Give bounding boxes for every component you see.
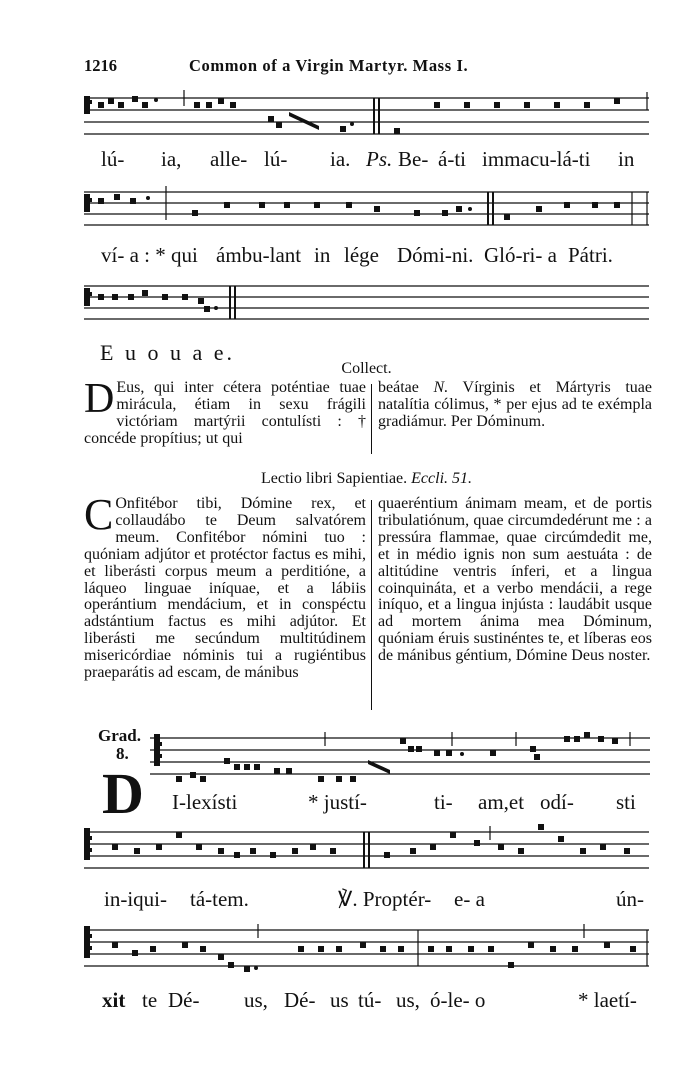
syllable: in [618, 147, 635, 171]
syllable: lú- [101, 147, 125, 171]
syllable: ó-le- o [430, 988, 486, 1012]
syllable: tú- [358, 988, 382, 1012]
collect-left-text: Eus, qui inter cétera poténtiae tuae mirácula, étiam in sexu frágili victóriam martýrii contulísti : † concéde propítius; ut qui [84, 379, 366, 447]
syllable: lége [344, 243, 379, 267]
lectio-title-text: Lectio libri Sapientiae. [260, 470, 408, 487]
lectio-title [84, 470, 649, 488]
gradual-lyrics-3 [84, 988, 649, 1014]
syllable: á-ti [438, 147, 466, 171]
page-header [84, 56, 644, 78]
collect-right-text: beátae N. Vírginis et Mártyris tuae natalítia cólimus, * per ejus ad te exémpla gradiámur. Per Dóminum. [378, 379, 652, 430]
gradual-mode: 8. [116, 744, 129, 763]
syllable: I-lexísti [172, 790, 238, 814]
syllable: us, [244, 988, 268, 1012]
syllable: odí- [540, 790, 574, 814]
staff-lines-2 [84, 184, 649, 234]
column-divider [371, 384, 372, 454]
psalm-marker: Ps. [366, 147, 393, 171]
versicle-marker: ℣. Proptér- [338, 887, 432, 911]
staff-lines-1 [84, 88, 649, 144]
lectio-reference: Eccli. 51. [411, 470, 473, 487]
syllable: sti [616, 790, 636, 814]
syllable: ví- a : * qui [101, 243, 198, 267]
syllable: * laetí- [578, 988, 637, 1012]
gradual-staff-lines-1 [150, 724, 650, 794]
collect-dropcap: D [84, 376, 115, 422]
syllable: ún- [616, 887, 644, 911]
staff-lines-3 [84, 282, 649, 328]
syllable: Pátri. [568, 243, 613, 267]
syllable: Be- [398, 147, 429, 171]
syllable: in [314, 243, 331, 267]
syllable: tá-tem. [190, 887, 249, 911]
syllable: Gló-ri- a [484, 243, 557, 267]
syllable: Dómi-ni. [397, 243, 474, 267]
collect-left-column [84, 376, 366, 448]
syllable: alle- [210, 147, 248, 171]
gradual-lyrics-2 [84, 887, 649, 913]
lectio-right-text: quaeréntium ánimam meam, et de portis tribulatiónum, quae circumdedérunt me : a pressúra flammae, quae circúmdedit me, et in médio ignis non sum aestuáta : de altitúdine ventris ínferi, et a lingua coinquináta, et a verbo mendácii, a rege iníquo, et a lingua injústa : laudábit usque ad mortem ánima mea Dóminum, quóniam éruis sustinéntes te, et líberas eos de mánibus géntium, Dómine Deus noster. [378, 495, 652, 665]
collect-right-column [378, 380, 652, 431]
page-title: Common of a Virgin Martyr. Mass I. [189, 56, 469, 75]
lectio-left-column [84, 490, 366, 682]
gradual-staff-2 [84, 820, 649, 880]
lectio-left-text: Onfitébor tibi, Dómine rex, et collaudábo te Deum salvatórem meum. Confitébor nómini tuo : quóniam adjútor et protéctor factus es mihi, et liberásti corpus meum a perditióne, a láqueo linguae iníquae, et a lábiis operántium mendácium, et in conspéctu adstántium factus es mihi adjútor. Et liberásti me secúndum multitúdinem misericórdiae nóminis tui a rugiéntibus praeparátis ad escam, de mánibus [84, 495, 366, 682]
syllable: e- a [454, 887, 485, 911]
lectio-dropcap: C [84, 490, 114, 539]
collect-title: Collect. [341, 360, 392, 377]
syllable: in-iqui- [104, 887, 167, 911]
gradual-staff-lines-3 [84, 916, 649, 980]
gradual-label-text: Grad. [98, 726, 141, 745]
syllable: xit [102, 988, 126, 1012]
syllable: am,et [478, 790, 525, 814]
chant-staff-2 [84, 184, 649, 234]
gradual-label [98, 727, 141, 763]
gradual-staff-3 [84, 916, 649, 980]
chant-lyrics-2 [84, 243, 649, 269]
chant-lyrics-1 [84, 147, 649, 173]
syllable: immacu-lá-ti [482, 147, 591, 171]
syllable: te [142, 988, 158, 1012]
syllable: * justí- [308, 790, 367, 814]
syllable: us [330, 988, 349, 1012]
page-number: 1216 [84, 56, 117, 75]
chant-staff-3 [84, 282, 649, 328]
gradual-dropcap: D [102, 761, 144, 826]
gradual-lyrics-1 [84, 790, 649, 816]
syllable: ia, [161, 147, 182, 171]
chant-staff-1 [84, 88, 649, 144]
syllable: ti- [434, 790, 453, 814]
gradual-staff-lines-2 [84, 820, 649, 880]
euouae-text: E u o u a e. [100, 340, 235, 365]
column-divider [371, 500, 372, 710]
syllable: us, [396, 988, 420, 1012]
syllable: Dé- [168, 988, 200, 1012]
syllable: ámbu-lant [216, 243, 302, 267]
gradual-staff-1 [150, 724, 650, 794]
syllable: Dé- [284, 988, 316, 1012]
syllable: ia. [330, 147, 351, 171]
lectio-right-column [378, 496, 652, 665]
syllable: lú- [264, 147, 288, 171]
